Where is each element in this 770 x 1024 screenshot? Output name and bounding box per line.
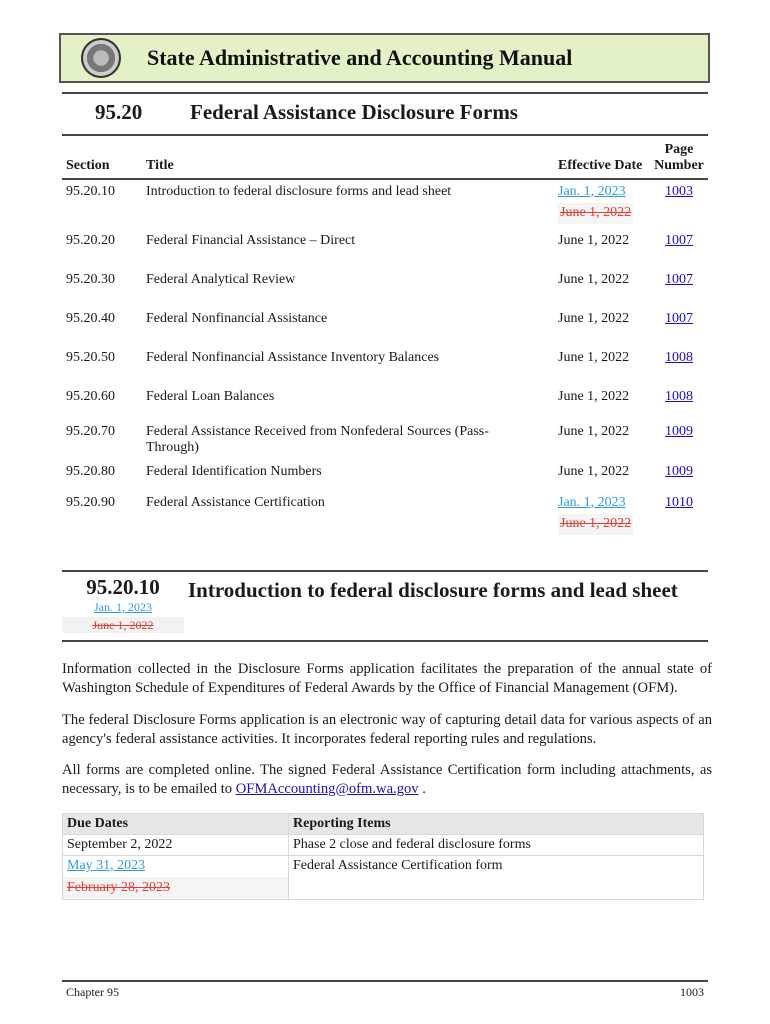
manual-banner	[59, 33, 710, 83]
date-cell: June 1, 2022	[558, 464, 630, 479]
table-row	[63, 835, 704, 856]
title-cell: Introduction to federal disclosure forms and lead sheet	[146, 184, 452, 199]
email-link[interactable]: OFMAccounting@ofm.wa.gov	[235, 781, 419, 797]
title-cell: Federal Nonfinancial Assistance Inventory Balances	[146, 350, 440, 365]
section-cell: 95.20.10	[66, 184, 115, 199]
section-title: Federal Assistance Disclosure Forms	[190, 100, 518, 124]
title-cell: Federal Analytical Review	[146, 272, 296, 287]
section-cell: 95.20.90	[66, 495, 115, 510]
date-cell: June 1, 2022	[558, 350, 630, 365]
section-cell: 95.20.30	[66, 272, 115, 287]
table-row	[62, 307, 708, 346]
table-row	[62, 179, 708, 229]
due-date-cell	[63, 856, 289, 900]
table-row	[62, 460, 708, 491]
page-link[interactable]: 1010	[665, 495, 693, 510]
paragraph: The federal Disclosure Forms application is an electronic way of capturing detail data for various aspects of an agency's federal assistance activities. It incorporates federal reporting rules and regulations.	[62, 712, 712, 747]
date-cell: June 1, 2022	[558, 311, 630, 326]
subsection-meta	[62, 574, 184, 633]
col-header-title: Title	[146, 158, 174, 173]
new-date: Jan. 1, 2023	[558, 495, 626, 510]
paragraph-text: All forms are completed online. The signed Federal Assistance Certification form including attachments, as necessary, is to be emailed to	[62, 762, 712, 797]
old-date: February 28, 2023	[63, 877, 288, 899]
section-cell: 95.20.50	[66, 350, 115, 365]
col-header-effective-date: Effective Date	[558, 158, 643, 173]
divider	[62, 134, 708, 136]
page-link[interactable]: 1008	[665, 350, 693, 365]
section-cell: 95.20.70	[66, 424, 115, 439]
section-cell: 95.20.80	[66, 464, 115, 479]
footer-chapter: Chapter 95	[66, 985, 119, 999]
manual-title: State Administrative and Accounting Manual	[147, 45, 573, 70]
title-cell: Federal Loan Balances	[146, 389, 275, 404]
section-cell: 95.20.60	[66, 389, 115, 404]
new-date: Jan. 1, 2023	[94, 600, 152, 614]
section-cell: 95.20.20	[66, 233, 115, 248]
old-date: June 1, 2022	[558, 203, 633, 224]
subsection-title: Introduction to federal disclosure forms and lead sheet	[188, 578, 678, 602]
page-link[interactable]: 1008	[665, 389, 693, 404]
title-cell: Federal Assistance Certification	[146, 495, 325, 510]
table-row	[62, 229, 708, 268]
reporting-item-cell: Federal Assistance Certification form	[289, 856, 704, 900]
page-link[interactable]: 1007	[665, 233, 693, 248]
col-header-reporting-items: Reporting Items	[289, 814, 704, 835]
old-date: June 1, 2022	[558, 514, 633, 535]
table-row	[62, 420, 708, 460]
due-dates-table	[62, 813, 704, 900]
page-link[interactable]: 1003	[665, 184, 693, 199]
page-link[interactable]: 1009	[665, 424, 693, 439]
col-header-page-number: Page Number	[654, 142, 704, 173]
page-link[interactable]: 1007	[665, 272, 693, 287]
new-date: May 31, 2023	[67, 858, 146, 873]
date-cell: June 1, 2022	[558, 424, 630, 439]
table-row	[62, 346, 708, 385]
footer-page-number: 1003	[680, 985, 704, 999]
section-number: 95.20	[95, 100, 143, 124]
title-cell: Federal Assistance Received from Nonfederal Sources (Pass-Through)	[146, 424, 489, 455]
col-header-due-dates: Due Dates	[63, 814, 289, 835]
reporting-item-cell: Phase 2 close and federal disclosure forms	[289, 835, 704, 856]
date-cell: June 1, 2022	[558, 272, 630, 287]
table-row	[62, 268, 708, 307]
date-cell	[554, 179, 650, 229]
subsection-heading	[62, 570, 708, 642]
table-row	[62, 491, 708, 541]
table-row	[62, 385, 708, 420]
page-link[interactable]: 1007	[665, 311, 693, 326]
footer-divider	[62, 980, 708, 982]
paragraph	[62, 761, 712, 799]
title-cell: Federal Identification Numbers	[146, 464, 322, 479]
paragraph: Information collected in the Disclosure Forms application facilitates the preparation of the annual state of Washington Schedule of Expenditures of Federal Awards by the Office of Financial Management (OFM).	[62, 661, 712, 696]
state-seal-icon	[81, 38, 121, 78]
due-date-cell: September 2, 2022	[63, 835, 289, 856]
old-date: June 1, 2022	[62, 617, 184, 633]
title-cell: Federal Nonfinancial Assistance	[146, 311, 328, 326]
date-cell: June 1, 2022	[558, 233, 630, 248]
divider	[62, 92, 708, 94]
col-header-section: Section	[66, 158, 110, 173]
paragraph-text: .	[418, 781, 426, 797]
new-date: Jan. 1, 2023	[558, 184, 626, 199]
section-cell: 95.20.40	[66, 311, 115, 326]
section-heading	[95, 100, 518, 125]
contents-table	[62, 140, 708, 541]
table-row	[63, 856, 704, 900]
title-cell: Federal Financial Assistance – Direct	[146, 233, 356, 248]
subsection-number: 95.20.10	[86, 575, 160, 599]
date-cell: June 1, 2022	[558, 389, 630, 404]
page-link[interactable]: 1009	[665, 464, 693, 479]
date-cell	[554, 491, 650, 541]
